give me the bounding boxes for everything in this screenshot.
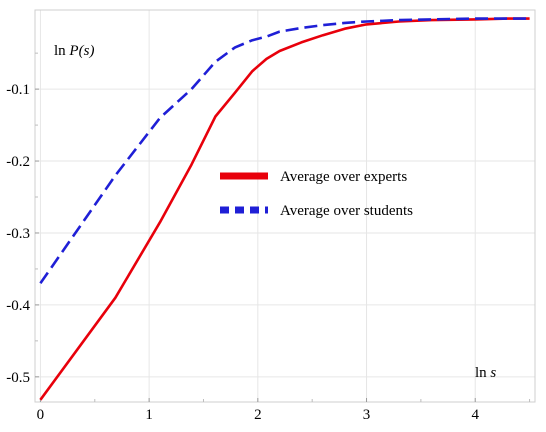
legend-label-students: Average over students xyxy=(280,203,414,219)
x-tick-label-3: 3 xyxy=(362,407,371,423)
x-tick-labels xyxy=(37,407,480,423)
y-axis-label-func: P( xyxy=(69,43,84,59)
y-tick-label-0: -0.1 xyxy=(6,82,30,99)
legend xyxy=(220,169,413,219)
y-axis-label-close: ) xyxy=(89,43,95,59)
y-axis-label-prefix: ln xyxy=(54,43,70,59)
x-axis-label-var: s xyxy=(490,365,497,381)
y-minor-ticks xyxy=(35,53,530,402)
series-line-students xyxy=(40,19,529,284)
x-axis-label xyxy=(475,365,496,381)
y-tick-label-2: -0.3 xyxy=(6,225,30,242)
x-tick-label-4: 4 xyxy=(471,407,479,423)
y-axis-label-var: s xyxy=(83,43,90,59)
x-axis-label-prefix: ln xyxy=(475,365,491,381)
y-tick-labels xyxy=(6,82,30,386)
x-tick-label-0: 0 xyxy=(36,407,45,423)
x-tick-label-2: 2 xyxy=(254,407,262,423)
y-tick-label-1: -0.2 xyxy=(6,154,30,171)
x-tick-label-1: 1 xyxy=(145,407,153,423)
legend-label-experts: Average over experts xyxy=(280,169,408,185)
y-tick-label-3: -0.4 xyxy=(6,297,30,314)
y-tick-label-4: -0.5 xyxy=(6,369,30,386)
y-axis-label xyxy=(54,43,94,59)
